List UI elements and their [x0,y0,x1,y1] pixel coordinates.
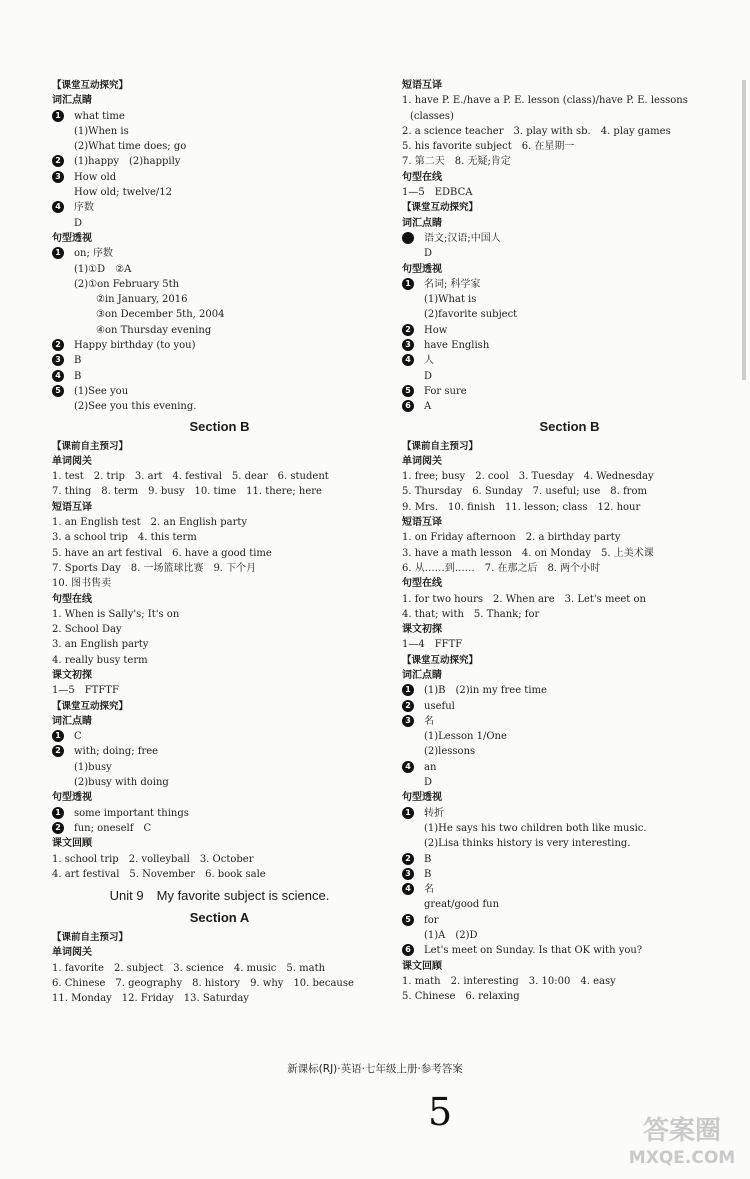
circled-number-icon: 4 [52,201,64,213]
subsection-heading: 短语互译 [52,501,92,513]
subsection-heading: 单词阅关 [52,455,92,467]
answer-text: fun; oneself C [74,822,152,834]
unit-title: Unit 9 My favorite subject is science. [109,888,330,904]
answer-text: For sure [424,385,467,397]
answer-line: 1. favorite 2. subject 3. science 4. music 5. math [52,962,326,974]
answer-subline: How old; twelve/12 [74,187,173,199]
answer-subline: D [424,777,433,789]
subsection-heading: 句型透视 [402,263,442,275]
answer-line: 1. school trip 2. volleyball 3. October [52,853,254,865]
answer-text: B [424,868,432,880]
answer-subline: ④on Thursday evening [96,324,212,336]
right-column [402,78,737,1005]
answer-subline: (2)Lisa thinks history is very interesting. [424,838,631,850]
answer-line: 4. art festival 5. November 6. book sale [52,868,266,880]
watermark-text: 答案圈 [642,1116,721,1146]
answer-item [52,200,387,215]
section-title: Section B [539,418,600,434]
answer-item [52,384,387,399]
answer-item [402,353,737,368]
subsection-heading: 句型透视 [402,792,442,804]
answer-text: with; doing; free [74,746,159,758]
answer-line: 1. test 2. trip 3. art 4. festival 5. dear 6. student [52,471,329,483]
handwritten-page-number: 5 [428,1090,453,1134]
subsection-heading: 课文回顾 [402,960,442,972]
answer-text: for [424,914,439,926]
subsection-heading: 单词阅关 [402,455,442,467]
answer-item [52,353,387,368]
circled-number-icon: 2 [402,324,414,336]
answer-item [402,231,737,246]
subsection-heading: 句型在线 [52,593,92,605]
answer-line: 4. that; with 5. Thank; for [402,608,540,620]
section-title: Section B [189,418,250,434]
answer-subline: D [424,370,433,382]
answer-line: 1. have P. E./have a P. E. lesson (class)/have P. E. lessons [402,95,688,107]
section-bracket-heading: 【课前自主预习】 [52,932,129,944]
answer-line: 2. a science teacher 3. play with sb. 4. play games [402,125,671,137]
section-bracket-heading: 【课前自主预习】 [402,440,479,452]
circled-number-icon: 6 [402,944,414,956]
answer-line: 3. an English party [52,639,149,651]
answer-text: 名 [424,715,434,727]
answer-text: (1)B (2)in my free time [424,685,547,697]
answer-line: 7. 第二天 8. 无疑;肯定 [402,156,511,168]
answer-line: 1. on Friday afternoon 2. a birthday party [402,532,621,544]
answer-text: A [424,401,432,413]
answer-item [52,729,387,744]
answer-line: 5. Chinese 6. relaxing [402,991,520,1003]
answer-item [402,760,737,775]
answer-line: 11. Monday 12. Friday 13. Saturday [52,993,249,1005]
answer-subline: ③on December 5th, 2004 [96,309,225,321]
answer-subline: (1)What is [424,294,477,306]
answer-line: 3. have a math lesson 4. on Monday 5. 上美术课 [402,547,654,559]
answer-line: 7. Sports Day 8. 一场篮球比赛 9. 下个月 [52,562,257,574]
answer-subline: great/good fun [424,899,500,911]
answer-subline: (1)busy [74,761,112,773]
answer-line: 1. free; busy 2. cool 3. Tuesday 4. Wednesday [402,471,654,483]
answer-item [402,399,737,414]
answer-line: 5. his favorite subject 6. 在星期一 [402,141,575,153]
subsection-heading: 句型在线 [402,171,442,183]
answer-subline: (1)A (2)D [424,930,478,942]
answer-item [402,913,737,928]
answer-item [402,943,737,958]
answer-item [52,821,387,836]
answer-text: (1)See you [74,385,129,397]
subsection-heading: 课文回顾 [52,838,92,850]
answer-line: 1. math 2. interesting 3. 10:00 4. easy [402,975,616,987]
answer-item [52,369,387,384]
circled-number-icon: 4 [402,354,414,366]
answer-text: 序数 [74,202,94,214]
answer-line: 7. thing 8. term 9. busy 10. time 11. there; here [52,486,322,498]
answer-subline: (1)Lesson 1/One [424,731,507,743]
answer-item [402,683,737,698]
subsection-heading: 课文初探 [52,669,92,681]
answer-subline: (2)favorite subject [424,309,518,321]
answer-item [402,384,737,399]
answer-item [52,154,387,169]
answer-text: 人 [424,355,434,367]
answer-line: 1. for two hours 2. When are 3. Let's meet on [402,593,646,605]
answer-line: 4. really busy term [52,654,148,666]
answer-text: C [74,731,82,743]
scan-edge-shadow [742,80,746,380]
answer-item [402,714,737,729]
circled-number-icon: 2 [402,700,414,712]
circled-number-icon: 2 [402,853,414,865]
answer-subline: (2)See you this evening. [74,401,197,413]
answer-item [402,338,737,353]
answer-text: B [424,853,432,865]
page-footer: 新课标(RJ)·英语·七年级上册·参考答案 [287,1063,463,1075]
answer-line: 5. Thursday 6. Sunday 7. useful; use 8. from [402,486,647,498]
circled-number-icon: 1 [402,278,414,290]
circled-number-icon: 6 [402,400,414,412]
circled-number-icon: 3 [402,715,414,727]
answer-item [402,323,737,338]
circled-number-icon [402,232,414,244]
answer-item [402,882,737,897]
answer-continuation: (classes) [410,110,454,122]
answer-subline: ②in January, 2016 [96,294,188,306]
answer-subline: (2)busy with doing [74,777,169,789]
circled-number-icon: 3 [402,339,414,351]
answer-item [402,867,737,882]
circled-number-icon: 2 [52,339,64,351]
circled-number-icon: 1 [52,730,64,742]
answer-item [52,338,387,353]
answer-subline: (2)lessons [424,746,476,758]
answer-text: what time [74,110,125,122]
section-bracket-heading: 【课堂互动探究】 [402,202,479,214]
circled-number-icon: 4 [402,883,414,895]
answer-text: B [74,370,82,382]
circled-number-icon: 1 [402,807,414,819]
circled-number-icon: 2 [52,822,64,834]
answer-item [402,806,737,821]
circled-number-icon: 3 [402,868,414,880]
answer-line: 10. 图书售卖 [52,578,112,590]
answer-line: 6. Chinese 7. geography 8. history 9. why 10. because [52,978,354,990]
circled-number-icon: 4 [402,761,414,773]
circled-number-icon: 2 [52,155,64,167]
answer-text: (1)happy (2)happily [74,156,181,168]
answer-line: 2. School Day [52,624,122,636]
answer-line: 6. 从……到…… 7. 在那之后 8. 两个小时 [402,562,601,574]
answer-item [52,246,387,261]
answer-line: 1. When is Sally's; It's on [52,608,180,620]
subsection-heading: 句型透视 [52,232,92,244]
subsection-heading: 句型在线 [402,578,442,590]
section-bracket-heading: 【课堂互动探究】 [402,654,479,666]
answer-text: 语文;汉语;中国人 [424,232,501,244]
answer-line: 1—5 FTFTF [52,685,119,697]
answer-text: Happy birthday (to you) [74,340,196,352]
subsection-heading: 词汇点睛 [52,715,92,727]
subsection-heading: 词汇点睛 [402,669,442,681]
answer-subline: D [74,217,83,229]
circled-number-icon: 5 [52,385,64,397]
answer-item [52,109,387,124]
circled-number-icon: 1 [52,807,64,819]
section-title: Section A [189,910,250,926]
circled-number-icon: 4 [52,370,64,382]
circled-number-icon: 5 [402,385,414,397]
answer-subline: D [424,248,433,260]
answer-text: 名词; 科学家 [424,278,481,290]
answer-item [402,277,737,292]
answer-line: 1. an English test 2. an English party [52,517,248,529]
circled-number-icon: 2 [52,745,64,757]
subsection-heading: 词汇点睛 [52,95,92,107]
answer-text: useful [424,700,455,712]
answer-item [52,806,387,821]
answer-text: 名 [424,884,434,896]
answer-text: some important things [74,807,189,819]
circled-number-icon: 1 [402,684,414,696]
watermark-url: MXQE.COM [628,1148,736,1168]
answer-line: 3. a school trip 4. this term [52,532,197,544]
answer-item [402,852,737,867]
left-column [52,78,387,1007]
answer-line: 1—4 FFTF [402,639,463,651]
section-bracket-heading: 【课堂互动探究】 [52,80,129,91]
subsection-heading: 单词阅关 [52,947,92,959]
answer-line: 1—5 EDBCA [402,187,473,199]
subsection-heading: 短语互译 [402,517,442,529]
subsection-heading: 句型透视 [52,792,92,804]
answer-text: 转折 [424,807,444,819]
section-bracket-heading: 【课前自主预习】 [52,440,129,452]
circled-number-icon: 3 [52,354,64,366]
answer-line: 5. have an art festival 6. have a good time [52,547,272,559]
circled-number-icon: 1 [52,247,64,259]
watermark-logo [623,1115,741,1169]
answer-text: How old [74,171,117,183]
answer-subline: (2)①on February 5th [74,278,180,290]
answer-text: have English [424,340,490,352]
subsection-heading: 短语互译 [402,80,442,91]
answer-text: an [424,761,437,773]
answer-text: B [74,355,82,367]
answer-subline: (1)①D ②A [74,263,132,275]
answer-subline: (1)When is [74,125,129,137]
section-bracket-heading: 【课堂互动探究】 [52,700,129,712]
subsection-heading: 词汇点睛 [402,217,442,229]
answer-item [52,170,387,185]
answer-item [402,699,737,714]
answer-text: on; 序数 [74,248,114,260]
answer-subline: (1)He says his two children both like music. [424,822,647,834]
answer-item [52,744,387,759]
answer-text: Let's meet on Sunday. Is that OK with you? [424,945,643,957]
subsection-heading: 课文初探 [402,624,442,636]
answer-subline: (2)What time does; go [74,141,187,153]
answer-text: How [424,324,448,336]
circled-number-icon: 3 [52,171,64,183]
circled-number-icon: 1 [52,110,64,122]
answer-line: 9. Mrs. 10. finish 11. lesson; class 12. hour [402,501,641,513]
circled-number-icon: 5 [402,914,414,926]
